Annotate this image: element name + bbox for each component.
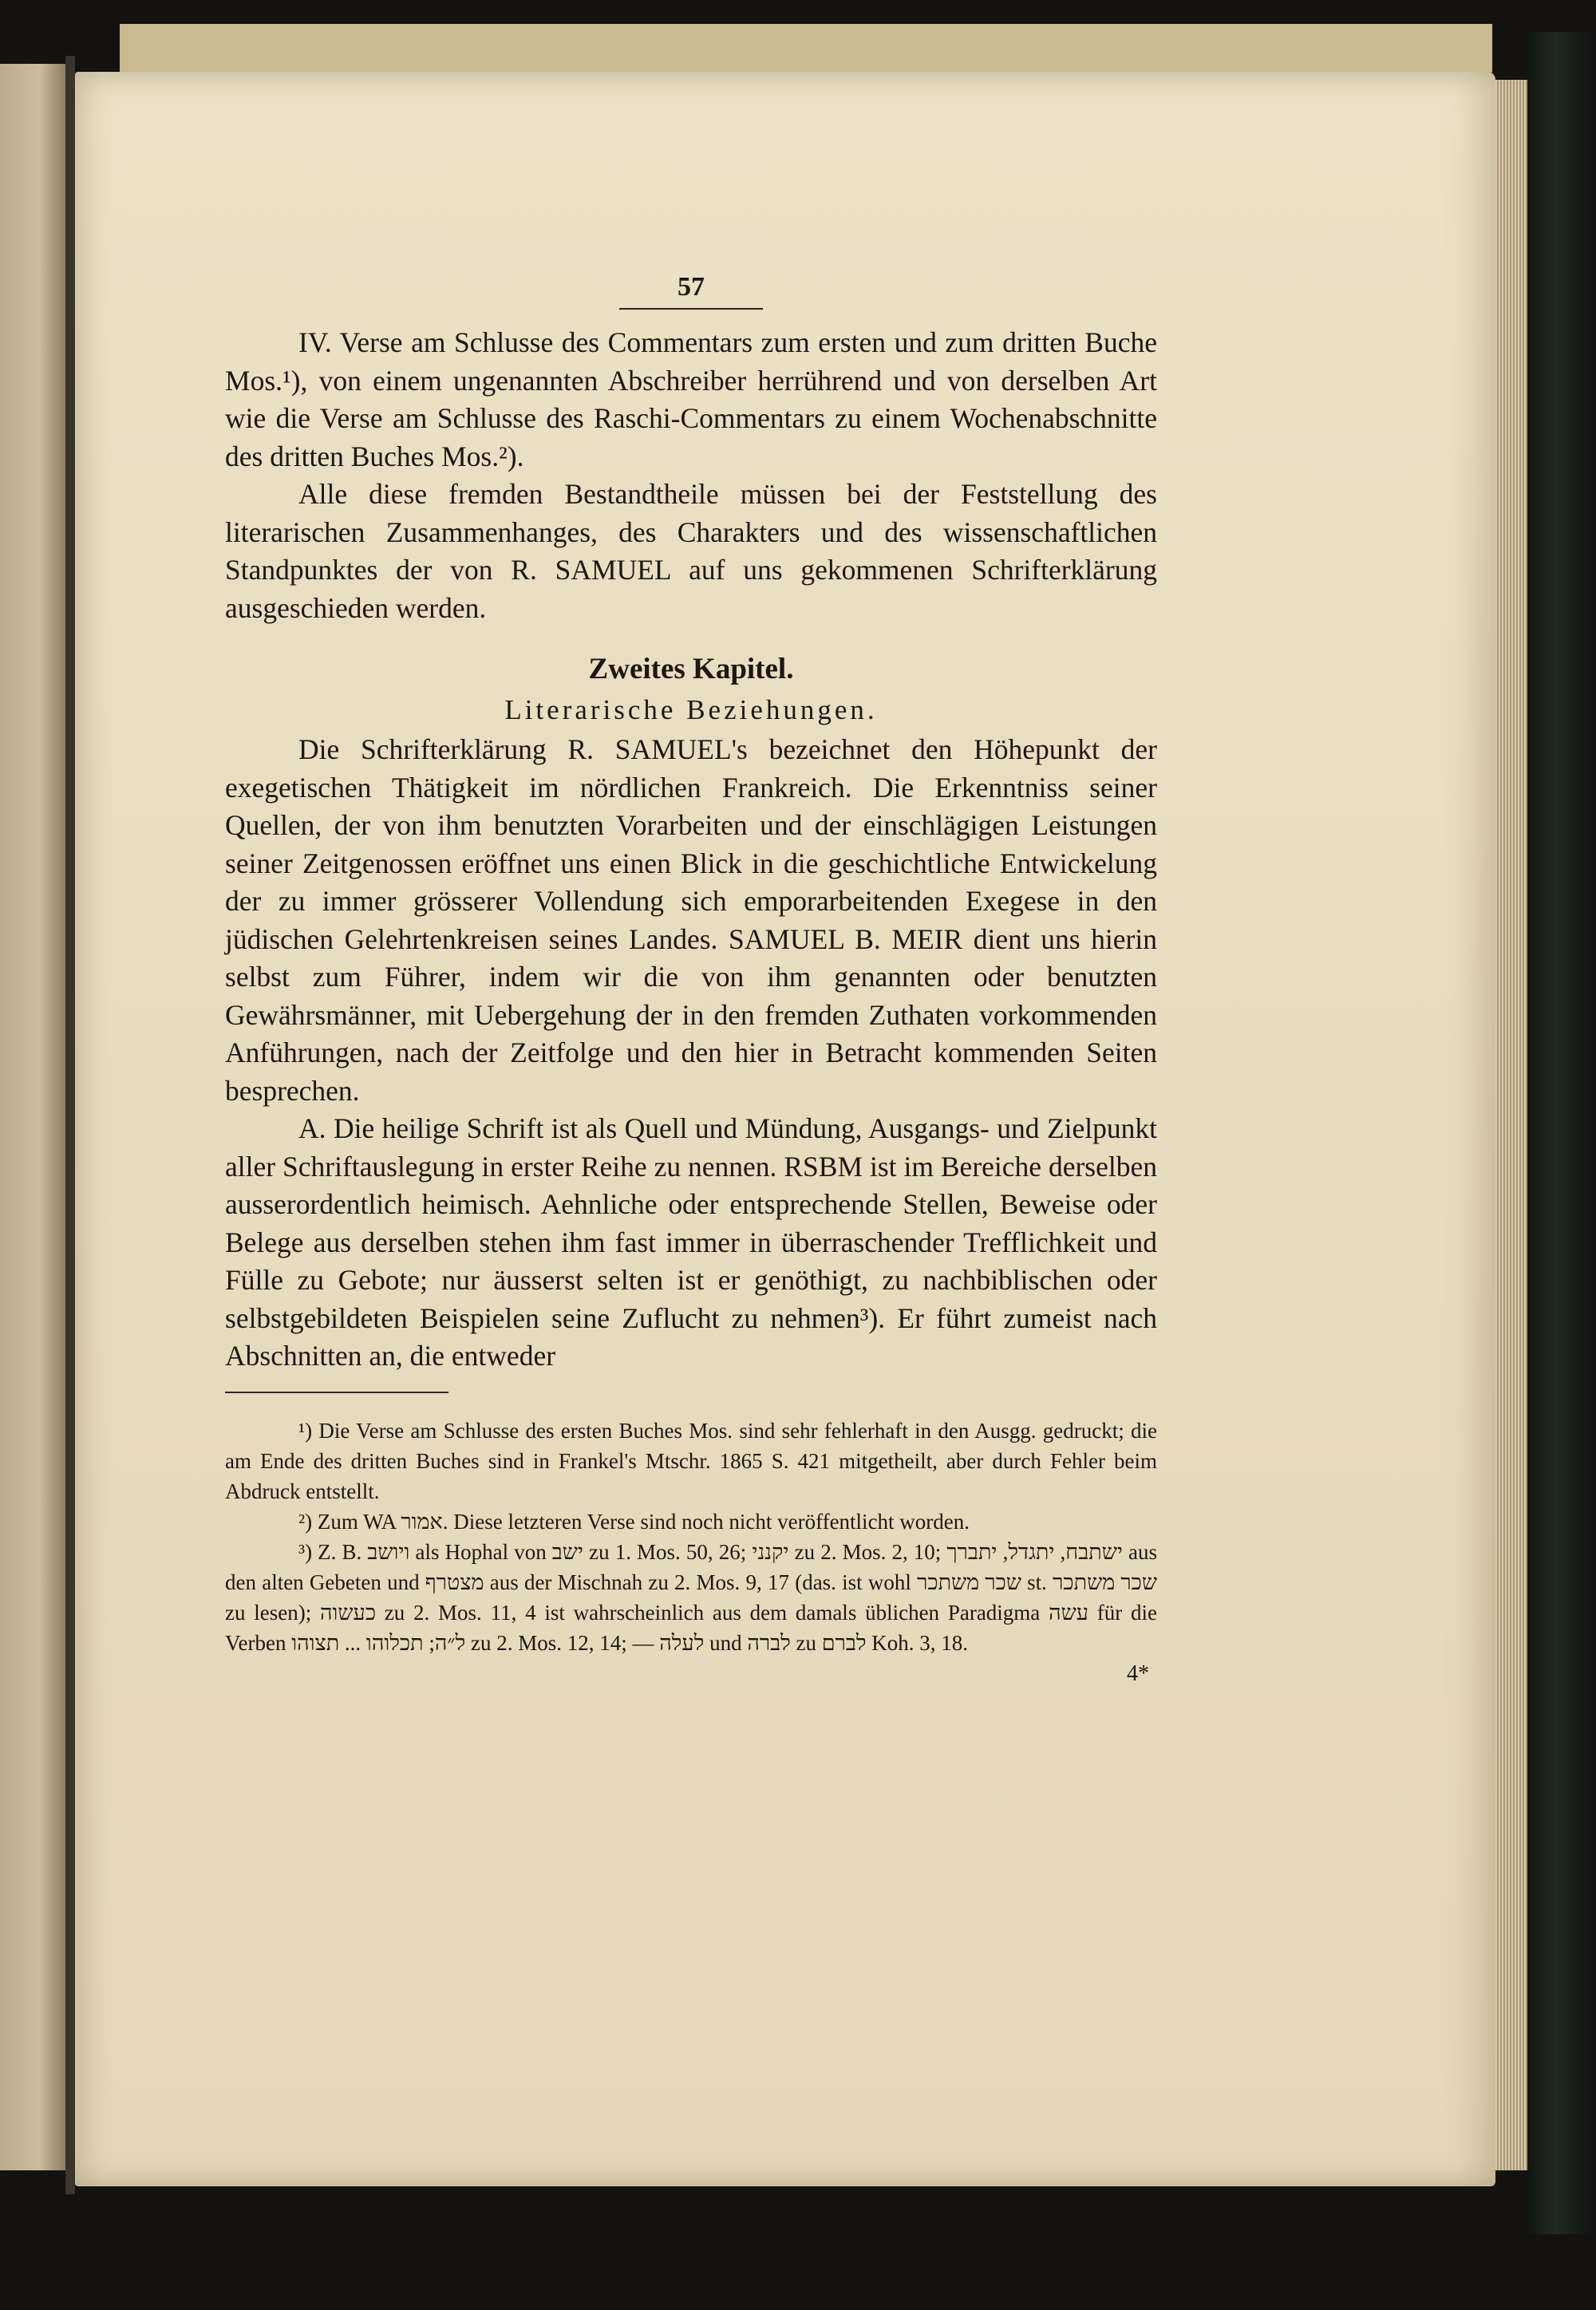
footnote-rule (225, 1392, 448, 1393)
chapter-subtitle: Literarische Beziehungen. (504, 694, 878, 725)
paragraph-die: Die Schrifterklärung R. SAMUEL's bezeichnet den Höhepunkt der exegetischen Thätigkeit im nördlichen Frankreich. Die Erkenntniss seiner Quellen, der von ihm benutzten Vorarbeiten und der einschlägigen Leistungen seiner Zeitgenossen eröffnet uns einen Blick in die geschichtliche Entwickelung der zu immer grösserer Vollendung sich emporarbeitenden Exegese in den jüdischen Gelehrtenkreisen seines Landes. SAMUEL B. MEIR dient uns hierin selbst zum Führer, indem wir die von ihm genannten oder benutzten Gewährsmänner, mit Uebergehung der in den fremden Zuthaten vorkommenden Anführungen, nach der Zeitfolge und den hier in Betracht kommenden Seiten besprechen. (225, 733, 1157, 1107)
footnote-2: ²) Zum WA אמור. Diese letzteren Verse sind noch nicht veröffentlicht worden. (298, 1509, 970, 1534)
facing-page-edge (0, 64, 65, 2170)
book-cover-top (120, 24, 1492, 75)
paragraph-a: A. Die heilige Schrift ist als Quell und Mündung, Ausgangs- und Zielpunkt aller Schriftauslegung in erster Reihe zu nennen. RSBM ist im Bereiche derselben ausserordentlich heimisch. Aehnliche oder entsprechende Stellen, Beweise oder Belege aus derselben stehen ihm fast immer in überraschender Trefflichkeit und Fülle zu Gebote; nur äusserst selten ist er genöthigt, zu nachbiblischen oder selbstgebildeten Beispielen seine Zuflucht zu nehmen³). Er führt zumeist nach Abschnitten an, die entweder (225, 1112, 1157, 1372)
page-number: 57 (678, 272, 705, 302)
page-content (225, 271, 1157, 1688)
chapter-title: Zweites Kapitel. (588, 653, 794, 685)
page-number-rule (619, 308, 763, 310)
footnotes (225, 1416, 1157, 1658)
book-cover-right (1527, 32, 1596, 2234)
footnote-3: ³) Z. B. ויושב als Hophal von ישב zu 1. Mos. 50, 26; יקנני zu 2. Mos. 2, 10; ישתבח, יתגדל, יתברך aus den alten Gebeten und מצטרף aus der Mischnah zu 2. Mos. 9, 17 (das. ist wohl שכר משתכר st. שכר משתכר zu lesen); כעשוה zu 2. Mos. 11, 4 ist wahrscheinlich aus dem damals üblichen Paradigma עשה für die Verben ל״ה; תכלוהו ... תצוהו zu 2. Mos. 12, 14; — לעלה und לברה zu לברם Koh. 3, 18. (225, 1539, 1158, 1655)
section-iv-paragraph: IV. Verse am Schlusse des Commentars zum ersten und zum dritten Buche Mos.¹), von einem ungenannten Abschreiber herrührend und von derselben Art wie die Verse am Schlusse des Raschi-Commentars zu einem Wochenabschnitte des dritten Buches Mos.²). (225, 326, 1157, 472)
footnote-1: ¹) Die Verse am Schlusse des ersten Buches Mos. sind sehr fehlerhaft in den Ausgg. gedruckt; die am Ende des dritten Buches sind in Frankel's Mtschr. 1865 S. 421 mitgetheilt, aber durch Fehler beim Abdruck entstellt. (225, 1418, 1157, 1503)
signature-mark: 4* (1127, 1660, 1149, 1686)
page-edges (1495, 80, 1527, 2170)
book-spine (65, 56, 75, 2194)
paragraph-alle: Alle diese fremden Bestandtheile müssen bei der Feststellung des literarischen Zusammenhanges, des Charakters und des wissenschaftlichen Standpunktes der von R. SAMUEL auf uns gekommenen Schrifterklärung ausgeschieden werden. (225, 478, 1157, 624)
